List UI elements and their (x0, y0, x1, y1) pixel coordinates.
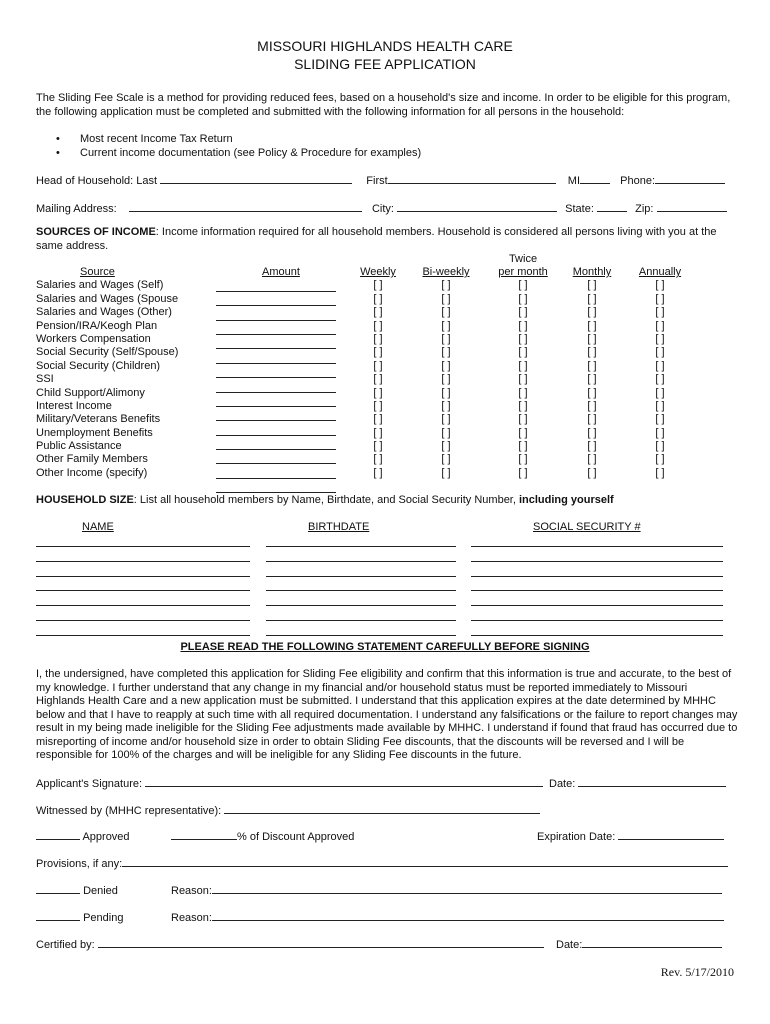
household-entry-line[interactable] (471, 564, 723, 577)
weekly-checkbox[interactable]: [ ] (373, 386, 383, 399)
household-entry-line[interactable] (36, 564, 250, 577)
statement-paragraph: I, the undersigned, have completed this application for Sliding Fee eligibility and confirm that this information is true and accurate, to the best of my knowledge. I further understand that any change in my financial and/or household status must be reported immediately to Missouri Highlands Health Care and a new application must be submitted. I understand that this application expires at the date determined by MHHC below and that I have to reapply at such time with all required documentation. I understand any falsifications or the failure to report changes may result in my being made ineligible for the Sliding Fee adjustments made available by MHHC. I understand if found that fraud has occurred due to misreporting of income and/or household size in order to obtain Sliding Fee discounts, that the discounts will be reversed and I will be responsible for 100% of the charges and will be ineligible for any Sliding Fee discounts in the future. (36, 668, 738, 761)
household-entry-line[interactable] (36, 578, 250, 591)
monthly-header: Monthly (572, 266, 612, 278)
statement-heading: PLEASE READ THE FOLLOWING STATEMENT CAREFULLY BEFORE SIGNING (180, 641, 590, 653)
biweekly-checkbox[interactable]: [ ] (441, 279, 451, 292)
income-note: : Income information required for all household members. Household is considered all persons living with you at the same address. (36, 226, 717, 252)
head-last-field[interactable] (160, 172, 352, 184)
household-ssn-header: SOCIAL SECURITY # (533, 521, 641, 533)
mailing-label: Mailing Address: (36, 203, 117, 215)
annually-checkbox[interactable]: [ ] (655, 332, 665, 345)
first-name-label: First (366, 175, 388, 187)
weekly-checkbox[interactable]: [ ] (373, 346, 383, 359)
household-entry-line[interactable] (471, 549, 723, 562)
income-amount-field[interactable] (216, 381, 336, 392)
form-title-line2: SLIDING FEE APPLICATION (294, 56, 476, 72)
applicant-signature-row (36, 775, 543, 790)
household-note: : List all household members by Name, Birthdate, and Social Security Number, (133, 494, 519, 506)
twice-header-top: Twice (508, 253, 538, 265)
monthly-checkbox[interactable]: [ ] (587, 466, 597, 479)
weekly-checkbox[interactable]: [ ] (373, 332, 383, 345)
pending-reason-field[interactable] (212, 909, 724, 921)
household-birthdate-header: BIRTHDATE (308, 521, 370, 533)
mailing-field[interactable] (129, 200, 362, 212)
household-entry-line[interactable] (266, 623, 456, 636)
income-heading: SOURCES OF INCOME (36, 226, 156, 238)
twice-checkbox[interactable]: [ ] (518, 332, 528, 345)
amount-column (216, 266, 338, 496)
zip-field[interactable] (657, 200, 727, 212)
applicant-date-field[interactable] (578, 775, 726, 787)
biweekly-column (419, 266, 473, 480)
twice-checkbox[interactable]: [ ] (518, 426, 528, 439)
biweekly-checkbox[interactable]: [ ] (441, 426, 451, 439)
monthly-checkbox[interactable]: [ ] (587, 386, 597, 399)
household-entry-line[interactable] (36, 623, 250, 636)
pending-reason-row (171, 909, 724, 924)
weekly-checkbox[interactable]: [ ] (373, 306, 383, 319)
twice-checkbox[interactable]: [ ] (518, 466, 528, 479)
income-source-label: Pension/IRA/Keogh Plan (36, 319, 158, 332)
biweekly-checkbox[interactable]: [ ] (441, 332, 451, 345)
bullet-tax-return: • Most recent Income Tax Return (56, 132, 421, 146)
required-documents-list (56, 132, 421, 160)
state-label: State: (565, 203, 594, 215)
twice-checkbox[interactable]: [ ] (518, 359, 528, 372)
household-entry-line[interactable] (266, 608, 456, 621)
income-source-label: Other Income (specify) (36, 466, 148, 479)
provisions-row (36, 855, 728, 870)
income-amount-field[interactable] (216, 309, 336, 320)
expiration-row (537, 828, 724, 843)
income-amount-field[interactable] (216, 396, 336, 407)
mailing-address-row (36, 200, 727, 215)
household-entry-line[interactable] (471, 578, 723, 591)
approved-field[interactable] (36, 828, 80, 840)
biweekly-checkbox[interactable]: [ ] (441, 306, 451, 319)
twice-checkbox[interactable]: [ ] (518, 453, 528, 466)
weekly-checkbox[interactable]: [ ] (373, 440, 383, 453)
household-birthdate-column (266, 521, 456, 638)
biweekly-checkbox[interactable]: [ ] (441, 346, 451, 359)
household-entry-line[interactable] (471, 534, 723, 547)
annually-checkbox[interactable]: [ ] (655, 399, 665, 412)
annually-checkbox[interactable]: [ ] (655, 466, 665, 479)
biweekly-checkbox[interactable]: [ ] (441, 466, 451, 479)
income-source-label: Unemployment Benefits (36, 426, 153, 439)
annually-checkbox[interactable]: [ ] (655, 413, 665, 426)
twice-checkbox[interactable]: [ ] (518, 319, 528, 332)
income-source-label: Interest Income (36, 399, 112, 412)
income-amount-field[interactable] (216, 352, 336, 363)
household-entry-line[interactable] (471, 623, 723, 636)
biweekly-checkbox[interactable]: [ ] (441, 399, 451, 412)
weekly-checkbox[interactable]: [ ] (373, 373, 383, 386)
denied-reason-row (171, 882, 722, 897)
income-source-label: Other Family Members (36, 453, 148, 466)
city-label: City: (371, 203, 394, 215)
monthly-checkbox[interactable]: [ ] (587, 292, 597, 305)
approved-label: Approved (82, 831, 130, 843)
biweekly-checkbox[interactable]: [ ] (441, 440, 451, 453)
weekly-header: Weekly (360, 266, 396, 278)
weekly-checkbox[interactable]: [ ] (373, 413, 383, 426)
provisions-label: Provisions, if any: (36, 858, 123, 870)
household-heading: HOUSEHOLD SIZE (36, 494, 134, 506)
city-field[interactable] (397, 200, 557, 212)
state-field[interactable] (597, 200, 627, 212)
income-intro (36, 226, 736, 253)
pending-reason-label: Reason: (171, 912, 212, 924)
denied-row (36, 882, 118, 897)
monthly-checkbox[interactable]: [ ] (587, 359, 597, 372)
income-amount-field[interactable] (216, 410, 336, 421)
monthly-checkbox[interactable]: [ ] (587, 306, 597, 319)
income-amount-field[interactable] (216, 338, 336, 349)
annually-checkbox[interactable]: [ ] (655, 426, 665, 439)
annually-checkbox[interactable]: [ ] (655, 319, 665, 332)
denied-reason-field[interactable] (212, 882, 722, 894)
twice-checkbox[interactable]: [ ] (518, 279, 528, 292)
monthly-checkbox[interactable]: [ ] (587, 373, 597, 386)
annually-checkbox[interactable]: [ ] (655, 440, 665, 453)
monthly-checkbox[interactable]: [ ] (587, 413, 597, 426)
biweekly-checkbox[interactable]: [ ] (441, 292, 451, 305)
annually-checkbox[interactable]: [ ] (655, 386, 665, 399)
applicant-signature-label: Applicant's Signature: (36, 778, 143, 790)
income-source-label: Salaries and Wages (Other) (36, 306, 172, 319)
income-amount-field[interactable] (216, 467, 336, 478)
biweekly-checkbox[interactable]: [ ] (441, 413, 451, 426)
household-name-column (36, 521, 250, 638)
provisions-field[interactable] (122, 855, 728, 867)
certified-row (36, 936, 544, 951)
mi-field[interactable] (580, 172, 610, 184)
weekly-checkbox[interactable]: [ ] (373, 399, 383, 412)
income-amount-field[interactable] (216, 424, 336, 435)
annually-checkbox[interactable]: [ ] (655, 306, 665, 319)
household-entry-line[interactable] (36, 608, 250, 621)
income-amount-field[interactable] (216, 295, 336, 306)
annually-checkbox[interactable]: [ ] (655, 279, 665, 292)
annually-checkbox[interactable]: [ ] (655, 292, 665, 305)
income-amount-field[interactable] (216, 280, 336, 291)
discount-field[interactable] (171, 828, 237, 840)
twice-header-bottom: per month (498, 266, 548, 278)
witness-field[interactable] (224, 802, 540, 814)
household-entry-line[interactable] (266, 578, 456, 591)
approved-row (36, 828, 130, 843)
income-source-label: Salaries and Wages (Spouse (36, 292, 179, 305)
income-source-label: Public Assistance (36, 440, 122, 453)
weekly-checkbox[interactable]: [ ] (373, 453, 383, 466)
twice-checkbox[interactable]: [ ] (518, 386, 528, 399)
head-of-household-row (36, 172, 725, 187)
biweekly-checkbox[interactable]: [ ] (441, 373, 451, 386)
household-name-header: NAME (82, 521, 114, 533)
household-entry-line[interactable] (266, 564, 456, 577)
expiration-label: Expiration Date: (537, 831, 616, 843)
weekly-checkbox[interactable]: [ ] (373, 279, 383, 292)
source-column (36, 266, 216, 480)
income-amount-field[interactable] (216, 482, 336, 493)
income-source-label: Workers Compensation (36, 332, 151, 345)
household-note-bold: including yourself (518, 494, 614, 506)
income-amount-field[interactable] (216, 367, 336, 378)
monthly-checkbox[interactable]: [ ] (587, 319, 597, 332)
zip-label: Zip: (635, 203, 654, 215)
denied-label: Denied (83, 885, 118, 897)
income-source-label: Social Security (Self/Spouse) (36, 346, 179, 359)
monthly-checkbox[interactable]: [ ] (587, 332, 597, 345)
certified-label: Certified by: (36, 939, 95, 951)
monthly-checkbox[interactable]: [ ] (587, 426, 597, 439)
annually-checkbox[interactable]: [ ] (655, 359, 665, 372)
twice-checkbox[interactable]: [ ] (518, 440, 528, 453)
income-source-label: Salaries and Wages (Self) (36, 279, 164, 292)
certified-date-label: Date: (556, 939, 583, 951)
annually-checkbox[interactable]: [ ] (655, 373, 665, 386)
pending-label: Pending (83, 912, 124, 924)
weekly-checkbox[interactable]: [ ] (373, 466, 383, 479)
income-amount-field[interactable] (216, 324, 336, 335)
certified-date-field[interactable] (582, 936, 722, 948)
monthly-checkbox[interactable]: [ ] (587, 399, 597, 412)
household-entry-line[interactable] (471, 593, 723, 606)
twice-checkbox[interactable]: [ ] (518, 413, 528, 426)
applicant-date-row (549, 775, 726, 790)
household-entry-line[interactable] (266, 534, 456, 547)
pending-row (36, 909, 123, 924)
biweekly-checkbox[interactable]: [ ] (441, 453, 451, 466)
twice-checkbox[interactable]: [ ] (518, 306, 528, 319)
first-name-field[interactable] (388, 172, 556, 184)
household-entry-line[interactable] (36, 549, 250, 562)
annually-checkbox[interactable]: [ ] (655, 346, 665, 359)
monthly-checkbox[interactable]: [ ] (587, 440, 597, 453)
biweekly-header: Bi-weekly (422, 266, 470, 278)
twice-checkbox[interactable]: [ ] (518, 346, 528, 359)
twice-checkbox[interactable]: [ ] (518, 292, 528, 305)
twice-monthly-column (493, 266, 553, 480)
twice-checkbox[interactable]: [ ] (518, 373, 528, 386)
household-entry-line[interactable] (36, 593, 250, 606)
intro-paragraph: The Sliding Fee Scale is a method for providing reduced fees, based on a household's size and income. In order to be eligible for this program, the following application must be completed and submitted with the following information for all persons in the household: (36, 92, 731, 118)
income-source-label: Social Security (Children) (36, 359, 161, 372)
pending-field[interactable] (36, 909, 80, 921)
weekly-checkbox[interactable]: [ ] (373, 319, 383, 332)
monthly-checkbox[interactable]: [ ] (587, 453, 597, 466)
form-title-line1: MISSOURI HIGHLANDS HEALTH CARE (257, 38, 513, 54)
household-intro (36, 494, 614, 506)
monthly-checkbox[interactable]: [ ] (587, 279, 597, 292)
expiration-field[interactable] (618, 828, 724, 840)
phone-field[interactable] (655, 172, 725, 184)
income-source-label: SSI (36, 373, 54, 386)
denied-field[interactable] (36, 882, 80, 894)
phone-label: Phone: (620, 175, 656, 187)
mi-label: MI (567, 175, 581, 187)
discount-label: % of Discount Approved (237, 831, 355, 843)
discount-row (171, 828, 354, 843)
weekly-checkbox[interactable]: [ ] (373, 359, 383, 372)
income-amount-field[interactable] (216, 453, 336, 464)
applicant-signature-field[interactable] (145, 775, 543, 787)
weekly-checkbox[interactable]: [ ] (373, 426, 383, 439)
weekly-checkbox[interactable]: [ ] (373, 292, 383, 305)
source-header: Source (80, 266, 115, 278)
amount-header: Amount (262, 266, 300, 278)
head-last-label: Head of Household: Last (36, 175, 158, 187)
income-source-label: Child Support/Alimony (36, 386, 145, 399)
annually-checkbox[interactable]: [ ] (655, 453, 665, 466)
monthly-checkbox[interactable]: [ ] (587, 346, 597, 359)
denied-reason-label: Reason: (171, 885, 212, 897)
certified-field[interactable] (98, 936, 544, 948)
applicant-date-label: Date: (549, 778, 576, 790)
witness-label: Witnessed by (MHHC representative): (36, 805, 222, 817)
biweekly-checkbox[interactable]: [ ] (441, 319, 451, 332)
household-entry-line[interactable] (266, 593, 456, 606)
twice-checkbox[interactable]: [ ] (518, 399, 528, 412)
annually-header: Annually (638, 266, 682, 278)
revision-date: Rev. 5/17/2010 (660, 965, 734, 979)
household-ssn-column (471, 521, 723, 638)
weekly-column (357, 266, 399, 480)
certified-date-row (556, 936, 722, 951)
witness-row (36, 802, 540, 817)
income-source-label: Military/Veterans Benefits (36, 413, 161, 426)
biweekly-checkbox[interactable]: [ ] (441, 359, 451, 372)
household-entry-line[interactable] (471, 608, 723, 621)
household-entry-line[interactable] (266, 549, 456, 562)
income-amount-field[interactable] (216, 439, 336, 450)
bullet-income-docs: • Current income documentation (see Policy & Procedure for examples) (56, 146, 421, 160)
biweekly-checkbox[interactable]: [ ] (441, 386, 451, 399)
annually-column (634, 266, 686, 480)
household-entry-line[interactable] (36, 534, 250, 547)
monthly-column (568, 266, 616, 480)
